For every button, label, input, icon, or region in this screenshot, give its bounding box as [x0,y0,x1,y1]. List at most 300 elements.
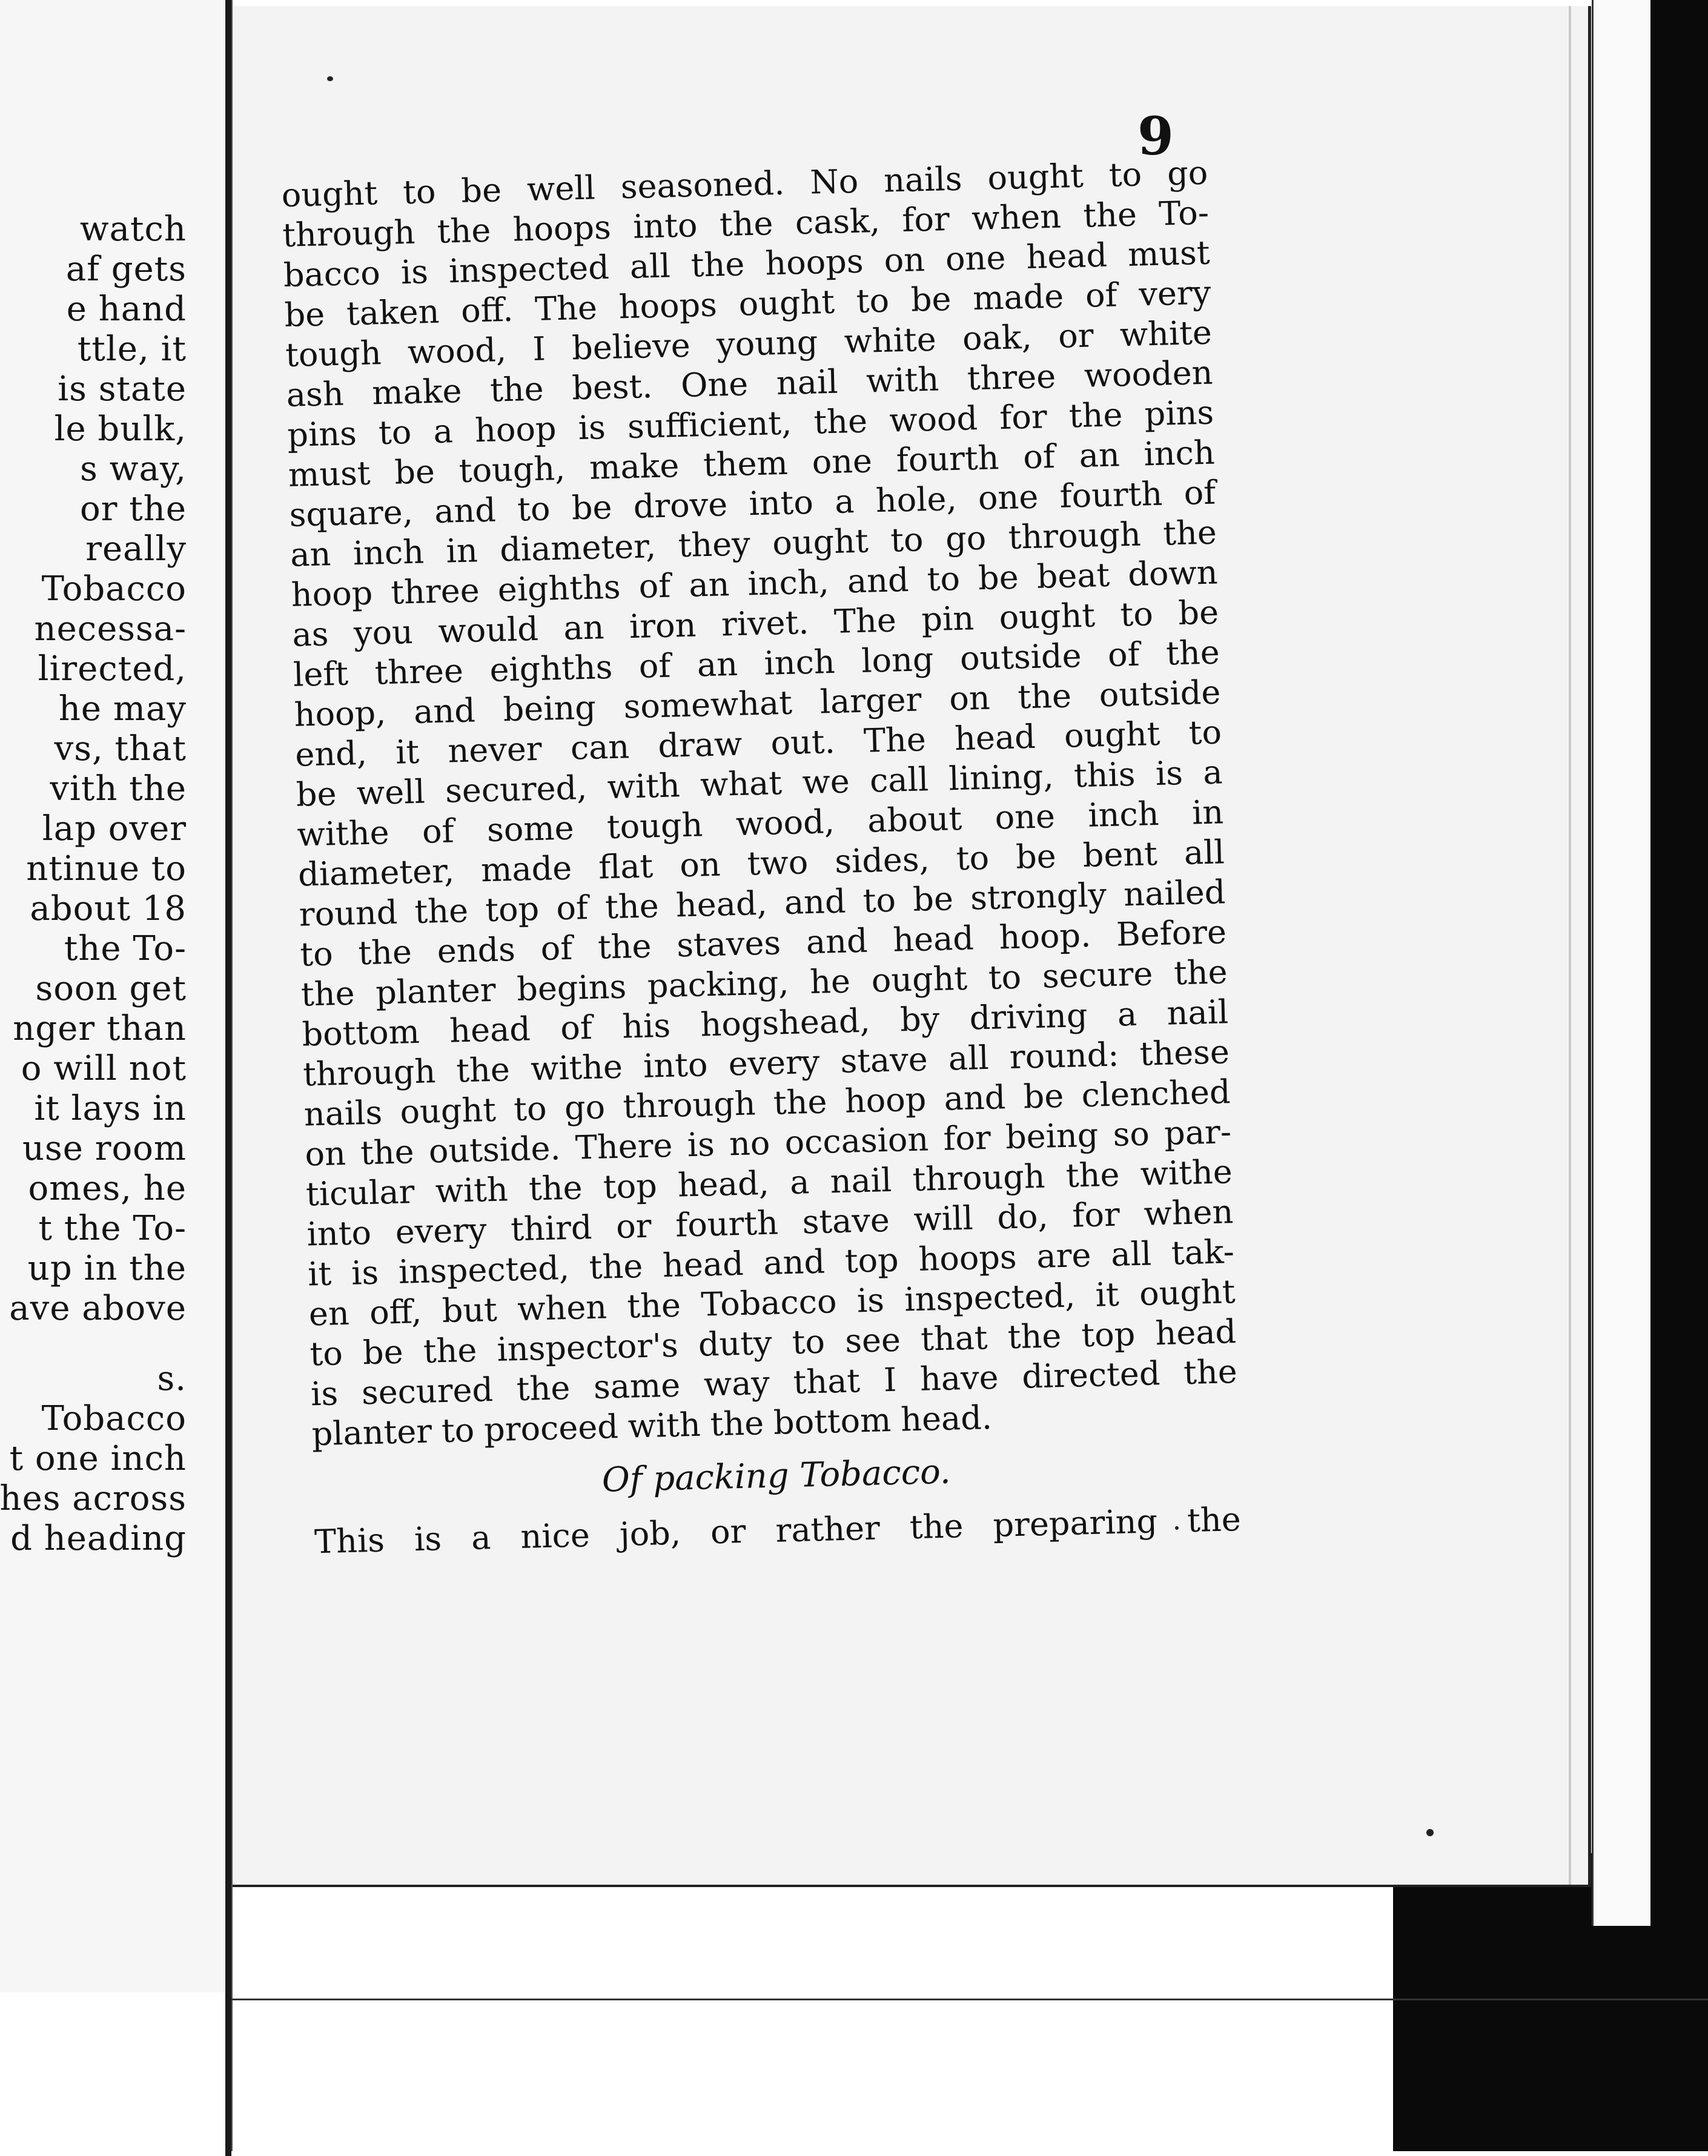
previous-page-fragment [0,0,225,1992]
fragment-line: d heading [10,1519,187,1558]
word: very [1138,273,1211,314]
word: withe [530,1047,623,1088]
word: secure [1042,954,1154,996]
word: be [571,488,613,527]
word: be [910,280,952,319]
word: ends [437,930,516,971]
page-body-text [281,153,1241,1562]
word: are [1036,1235,1092,1276]
word: to [988,957,1022,997]
fragment-line: lap over [42,809,187,848]
word: or [615,1206,652,1246]
word: nail [829,1160,892,1201]
word: a [834,482,855,521]
page-bottom-edge [231,1999,1708,2000]
word: head [1025,236,1108,276]
word: Before [1116,913,1227,954]
word: This [314,1521,385,1561]
word: go [945,518,987,558]
word: the [357,933,412,973]
word: a [1202,753,1223,792]
word: an [290,535,332,574]
word: white [1119,313,1213,354]
word: one [994,797,1056,837]
word: outside [1099,673,1222,715]
word: fourth [896,438,1000,480]
word: be [283,295,325,334]
word: the [1183,1352,1238,1392]
word: the [597,927,652,967]
word: the [437,211,491,251]
word: to [890,520,924,560]
word: long [861,640,935,680]
word: to [1119,595,1154,634]
fragment-line: lirected, [38,649,187,689]
word: it [307,1254,333,1294]
word: duty [698,1323,773,1364]
word: withe [296,813,390,854]
word: the [1162,513,1217,553]
word: the [300,974,356,1014]
word: hoop [291,574,374,614]
word: for [999,397,1048,437]
word: through [912,1157,1046,1199]
fragment-line: omes, he [28,1169,187,1208]
word: on [883,240,925,280]
word: hoop [474,409,557,450]
word: packing, [647,963,790,1005]
word: directed [1021,1354,1161,1396]
word: head [954,717,1036,758]
word: nail [776,362,839,403]
word: tough, [458,449,566,490]
word: to [1188,713,1222,752]
word: to [441,1410,475,1450]
word: be [460,171,502,210]
fragment-line: the To- [64,929,187,968]
word: driving [968,996,1088,1037]
word: tak- [1171,1232,1235,1272]
ink-speck [1426,1829,1434,1836]
word: have [919,1358,999,1398]
word: same [593,1366,681,1406]
word: is [400,253,429,292]
word: taken [346,292,440,333]
word: inch [763,642,836,683]
fragment-line: he may [58,689,187,729]
word: ought [998,596,1096,637]
word: pins [286,414,357,454]
word: the [1187,1500,1242,1540]
word: to [299,934,334,974]
word: strongly [970,876,1107,918]
word: oak, [962,317,1033,358]
word: the [528,1168,583,1208]
word: be [394,452,435,492]
word: be [912,879,954,919]
word: preparing [992,1502,1158,1544]
word: out. [770,722,836,762]
word: the [489,369,545,409]
word: One [680,365,749,405]
word: see [844,1320,901,1360]
word: for [942,1118,991,1158]
word: in [445,531,478,570]
word: or [1058,316,1094,355]
word: be [1022,1076,1064,1116]
word: to [309,1334,343,1374]
word: and [434,491,497,531]
word: bacco [283,254,381,294]
word: the [773,1082,828,1122]
word: of [422,812,455,851]
word: is [1155,753,1183,793]
word: top [1081,1315,1136,1355]
word: being [502,688,597,729]
word: make [589,446,680,487]
word: nice [520,1516,591,1556]
fragment-line: about 18 [30,889,187,928]
word: cask, [795,201,881,242]
scan-border-right [1649,0,1708,2151]
word: a [432,412,454,451]
word: hoops [512,208,612,249]
word: ought [772,521,869,563]
word: inch [1087,794,1160,835]
word: square, [288,492,414,534]
word: young [716,323,819,364]
word: on [679,845,721,885]
word: or [710,1512,747,1552]
next-page-edge [1592,0,1650,1926]
word: must [288,454,371,494]
word: they [678,524,751,565]
word: I [532,329,546,368]
word: hoop. [998,916,1091,957]
word: an [697,644,738,684]
word: through [302,1052,436,1094]
word: an [1078,435,1120,475]
word: staves [676,924,781,965]
word: eighths [497,567,621,609]
word: the [626,1286,681,1326]
word: the [1017,676,1072,716]
word: ought [1139,1272,1236,1313]
word: outside. [428,1129,561,1171]
word: rather [775,1509,881,1550]
word: them [703,443,789,484]
word: inch [1143,433,1216,474]
word: head [449,1010,531,1050]
word: begins [516,967,627,1008]
word: head [662,1244,744,1285]
word: inspected, [398,1248,570,1291]
word: into [643,1045,709,1085]
fragment-line: ntinue to [26,849,187,888]
word: occasion [784,1120,929,1162]
fragment-line: Tobacco [41,1399,187,1438]
fragment-line: necessa- [34,609,187,649]
word: ought [399,1090,497,1131]
word: be [1177,593,1219,633]
word: head, [675,884,768,925]
word: all [629,246,671,286]
fragment-line: watch [79,210,187,249]
word: what [700,764,783,804]
word: well [526,168,596,209]
word: the [516,1368,571,1409]
word: head, [677,1163,770,1205]
word: an [688,565,730,604]
scan-border-bottom-right [1393,1853,1708,2151]
fragment-line: really [85,529,187,569]
word: beat [1036,555,1110,596]
word: the [709,1404,764,1444]
fragment-line: or the [80,489,187,529]
word: it [395,732,420,772]
fragment-line: af gets [65,250,187,289]
word: go [564,1088,606,1128]
word: when [517,1288,607,1329]
word: en [308,1294,350,1334]
word: wooden [1084,353,1214,395]
word: made [972,277,1064,318]
word: sides, [834,840,930,881]
word: sufficient, [627,403,792,446]
word: No [809,162,859,202]
word: is [310,1374,339,1414]
word: to [856,281,890,320]
word: would [437,609,539,650]
word: of [540,928,573,968]
word: to [378,412,412,452]
word: wood, [735,802,835,843]
fragment-line: is state [58,369,187,409]
word: a [789,1163,810,1202]
word: but [441,1290,498,1331]
fragment-line: le bulk, [54,409,187,449]
word: stave [801,1200,890,1242]
word: ought [738,282,835,323]
word: about [867,799,962,840]
word: secured [361,1371,494,1412]
word: well [356,772,426,813]
word: fourth [1059,474,1163,515]
word: hoop, [293,693,387,734]
word: outside [959,636,1082,678]
fragment-line: t the To- [38,1209,187,1248]
word: down [1127,553,1219,594]
word: every [395,1211,488,1251]
word: to [1108,155,1142,194]
word: the [455,1050,511,1090]
word: and [763,1242,826,1283]
word: ought [870,959,968,1000]
word: The [534,288,598,328]
word: The [863,720,927,760]
word: that [920,1318,988,1358]
word: be [978,558,1019,598]
word: the [1173,953,1228,993]
fragment-line: ave above [9,1289,187,1328]
word: and [806,921,869,962]
word: left [293,654,349,694]
word: ticular [305,1172,415,1214]
word: be [296,775,337,814]
word: his [621,1006,671,1046]
fragment-line: vs, that [54,729,187,769]
word: with [434,1170,509,1211]
word: is [686,1125,715,1165]
word: hoops [918,1237,1018,1278]
spine-shadow [225,0,231,2156]
word: stave [839,1040,928,1080]
word: fourth [675,1203,779,1245]
fragment-line: t one inch [9,1439,187,1478]
word: and [847,560,910,601]
word: the [414,891,469,931]
word: the [813,402,868,441]
word: the [719,204,774,244]
word: inspector's [496,1326,679,1369]
fragment-line: vith the [50,769,187,808]
word: the [1082,195,1137,235]
fragment-line: up in the [27,1249,187,1288]
word: so [1112,1114,1150,1154]
word: pin [921,599,975,639]
word: wood, [407,331,507,371]
word: inch, [747,563,830,603]
word: in [1191,793,1224,832]
word: iron [629,606,697,646]
word: inch [353,532,425,573]
word: There [575,1126,674,1167]
word: and [943,1078,1006,1118]
word: nails [883,159,963,200]
word: be [1015,837,1057,876]
word: the [1068,395,1124,435]
word: the [1165,633,1220,673]
word: the [1007,1317,1062,1357]
word: white [843,320,937,361]
word: through [282,213,416,254]
word: hoops [764,242,864,283]
word: inspected [448,248,610,291]
word: planter [311,1412,432,1453]
word: third [510,1208,593,1249]
word: be [362,1332,404,1372]
word: this [1073,755,1136,795]
word: end, [294,733,368,774]
word: bottom [301,1012,420,1054]
word: head. [900,1398,993,1439]
fragment-line: o will not [21,1049,187,1088]
word: every [727,1042,821,1083]
word: with [606,766,681,807]
word: one [811,441,873,481]
word: of [1085,276,1118,315]
word: top [603,1166,658,1206]
word: Tobacco [700,1282,838,1324]
word: a [471,1518,492,1557]
word: three [967,357,1056,398]
word: of [1107,635,1140,674]
word: made [480,848,572,890]
word: and [784,882,847,922]
fragment-line: it lays in [34,1089,187,1128]
word: head [1154,1312,1237,1353]
word: one [945,238,1007,279]
word: job, [619,1513,681,1554]
word: tough [606,805,704,847]
word: flat [598,847,654,887]
fragment-line: s way, [80,449,187,489]
word: eighths [489,647,613,689]
word: larger [819,680,922,721]
word: an [563,608,605,647]
word: that [792,1361,861,1401]
word: a [1117,994,1137,1034]
fragment-line: Tobacco [41,569,187,609]
word: somewhat [623,683,793,726]
word: best. [571,367,654,408]
word: lining, [948,757,1054,798]
word: into [306,1213,372,1254]
ink-speck [327,76,333,81]
fragment-line: soon get [35,969,187,1008]
word: three [374,651,464,692]
word: into [632,206,698,246]
word: tough [285,334,382,374]
word: bottom [773,1401,892,1442]
word: off, [369,1292,423,1332]
word: nailed [1123,873,1226,914]
word: being [1005,1116,1099,1157]
word: is [414,1519,442,1559]
previous-page-text [0,210,187,1559]
word: the [1065,1155,1120,1195]
word: to [791,1322,826,1361]
fragment-line: e hand [66,289,187,329]
word: and [413,691,476,731]
word: diameter, [499,527,657,569]
word: can [570,727,630,767]
word: these [1139,1033,1230,1073]
word: one [978,477,1039,518]
word: to [513,1089,548,1129]
fragment-line: use room [22,1129,187,1168]
word: hogshead, [700,1001,871,1044]
word: for [1071,1195,1120,1235]
word: to [956,838,990,878]
word: clenched [1081,1073,1231,1115]
word: through [622,1084,756,1126]
word: as [291,615,329,654]
word: is [351,1253,379,1292]
word: pins [1144,393,1214,434]
word: bent [1082,834,1158,875]
word: diameter, [297,851,455,894]
word: with [866,360,939,400]
word: of [555,888,589,928]
word: for [901,200,950,239]
word: nails [303,1093,383,1134]
word: never [447,729,543,770]
word: we [801,762,850,802]
word: of [1022,437,1056,477]
word: will [913,1199,974,1238]
word: the [690,245,746,285]
